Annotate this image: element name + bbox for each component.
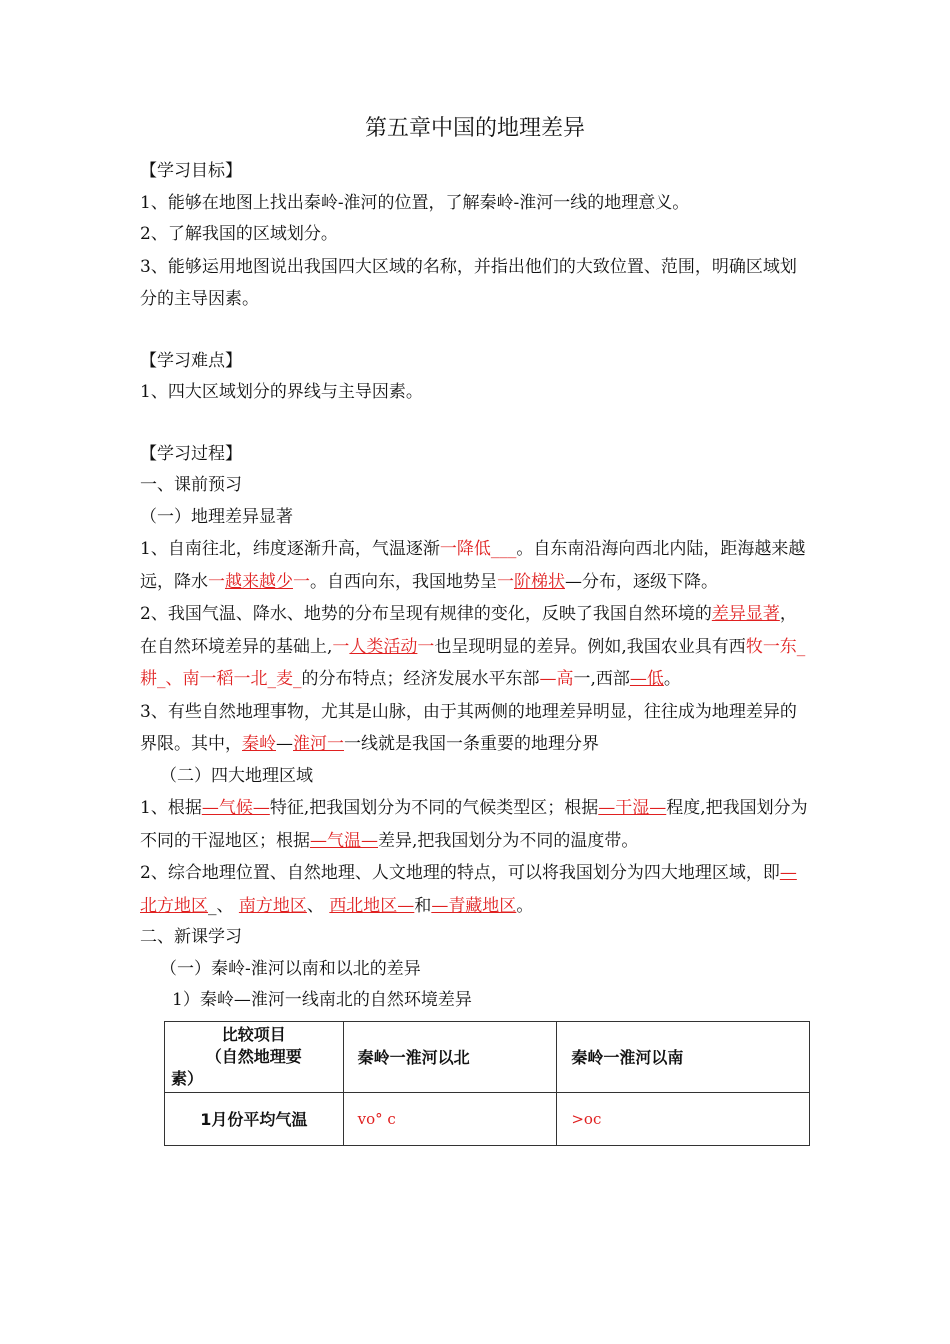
answer-blank: —气候— bbox=[201, 798, 270, 818]
comparison-table bbox=[164, 1021, 810, 1146]
paragraph-4: 1、根据—气候—特征,把我国划分为不同的气候类型区；根据—干湿—程度,把我国划分为不同的干湿地区；根据—气温—差异,把我国划分为不同的温度带。 bbox=[140, 798, 808, 851]
answer-blank: —气温— bbox=[310, 830, 378, 851]
answer-blank: 差异显著 bbox=[711, 604, 780, 624]
answer-blank: —青藏地区 bbox=[431, 895, 517, 916]
paragraph-2: 2、我国气温、降水、地势的分布呈现有规律的变化，反映了我国自然环境的差异显著，在自然环境差异的基础上,一人类活动一也呈现明显的差异。例如,我国农业具有西牧一东_耕_、南一稻一北_麦_的分布特点；经济发展水平东部—高一,西部—低。 bbox=[140, 604, 806, 689]
paragraph-3: 3、有些自然地理事物，尤其是山脉，由于其两侧的地理差异明显，往往成为地理差异的界限。其中，秦岭—淮河一一线就是我国一条重要的地理分界 bbox=[140, 701, 797, 754]
answer-blank: —北方地区 bbox=[140, 863, 797, 916]
answer-blank: 南方地区 bbox=[238, 895, 307, 916]
table-header-cell: 秦岭一淮河以南 bbox=[557, 1021, 810, 1092]
table-row bbox=[165, 1021, 810, 1092]
answer-blank: —低 bbox=[629, 669, 664, 689]
process-heading: 【学习过程】 bbox=[140, 443, 242, 464]
page-title: 第五章中国的地理差异 bbox=[364, 116, 585, 141]
difficulty-item: 1、四大区域划分的界线与主导因素。 bbox=[140, 382, 423, 402]
table-row bbox=[165, 1092, 810, 1145]
answer-blank: 秦岭 bbox=[242, 734, 276, 754]
section-heading: （一）秦岭-淮河以南和以北的差异 bbox=[160, 958, 421, 979]
table-cell: vo° c bbox=[343, 1092, 557, 1145]
answer-blank: 阶梯状 bbox=[514, 571, 565, 592]
answer-blank: 越来越少 bbox=[225, 571, 293, 592]
objective-item: 1、能够在地图上找出秦岭-淮河的位置，了解秦岭-淮河一线的地理意义。 bbox=[140, 192, 690, 213]
subsection-heading: 1）秦岭—淮河一线南北的自然环境差异 bbox=[172, 990, 472, 1010]
paragraph-5: 2、综合地理位置、自然地理、人文地理的特点，可以将我国划分为四大地理区域，即—北方地区_、 南方地区、 西北地区—和—青藏地区。 bbox=[140, 863, 797, 916]
answer-blank: —干湿— bbox=[598, 798, 667, 818]
answer-blank: 淮河一 bbox=[293, 734, 344, 754]
table-header-cell: 秦岭一淮河以北 bbox=[343, 1021, 557, 1092]
table-header-cell: 比较项目 （自然地理要 素） bbox=[165, 1021, 344, 1092]
document-page bbox=[140, 112, 810, 1146]
objectives-heading: 【学习目标】 bbox=[140, 161, 242, 181]
objective-item: 2、了解我国的区域划分。 bbox=[140, 224, 338, 244]
objective-item: 3、能够运用地图说出我国四大区域的名称，并指出他们的大致位置、范围，明确区域划分的主导因素。 bbox=[140, 256, 797, 309]
section-heading: （一）地理差异显著 bbox=[140, 506, 293, 527]
section-heading: （二）四大地理区域 bbox=[160, 765, 313, 786]
answer-blank: 西北地区— bbox=[329, 895, 415, 916]
difficulty-heading: 【学习难点】 bbox=[140, 350, 242, 371]
part-heading: 一、课前预习 bbox=[140, 475, 242, 495]
table-cell: 1月份平均气温 bbox=[165, 1092, 344, 1145]
table-cell: >oc bbox=[557, 1092, 810, 1145]
part-heading: 二、新课学习 bbox=[140, 927, 242, 947]
paragraph-1: 1、自南往北，纬度逐渐升高，气温逐渐一降低___。自东南沿海向西北内陆，距海越来越远，降水一越来越少一。自西向东，我国地势呈一阶梯状—分布，逐级下降。 bbox=[140, 539, 806, 592]
answer-blank: 人类活动 bbox=[349, 636, 418, 657]
